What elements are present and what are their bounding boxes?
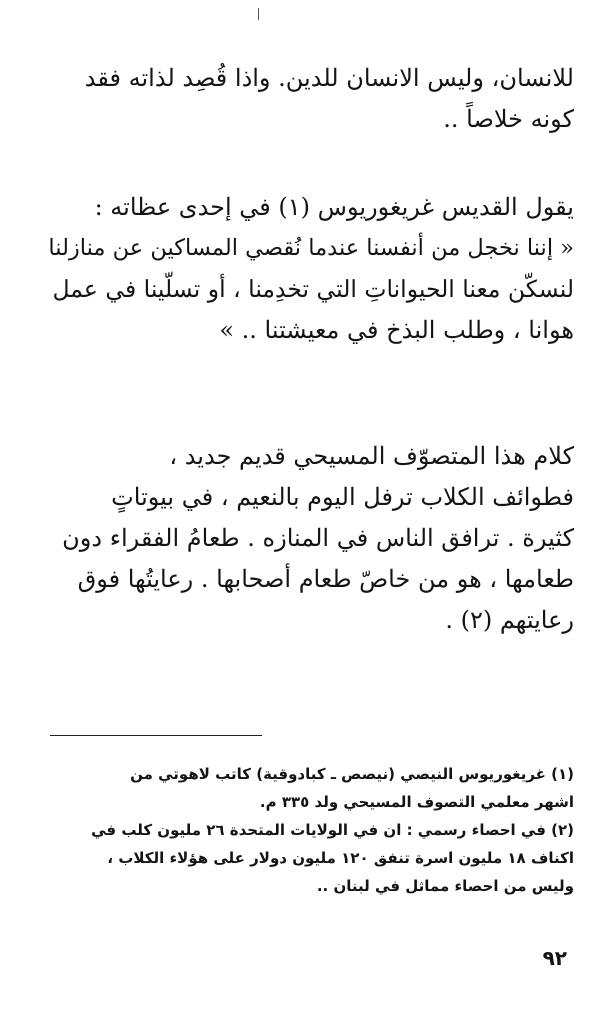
footnote-line: (٢) في احصاء رسمي : ان في الولايات المتحدة ٢٦ مليون كلب في bbox=[91, 821, 574, 839]
paragraph-2 bbox=[48, 187, 574, 351]
paragraph-3 bbox=[48, 436, 574, 641]
paragraph-1 bbox=[48, 58, 574, 140]
footnote-divider bbox=[50, 735, 262, 736]
text-line: « إننا نخجل من أنفسنا عندما نُقصي المساكين عن منازلنا bbox=[48, 235, 574, 261]
text-line: هوانا ، وطلب البذخ في معيشتنا .. » bbox=[219, 316, 574, 344]
text-line: رعايتهم (٢) . bbox=[445, 606, 574, 634]
text-line: فطوائف الكلاب ترفل اليوم بالنعيم ، في بيوتاتٍ bbox=[111, 483, 574, 511]
footnote-line: وليس من احصاء مماثل في لبنان .. bbox=[316, 877, 574, 895]
footnotes bbox=[44, 760, 574, 900]
text-line: كلام هذا المتصوّف المسيحي قديم جديد ، bbox=[169, 442, 574, 470]
text-line: يقول القديس غريغوريوس (١) في إحدى عظاته : bbox=[94, 193, 574, 221]
footnote-line: اكناف ١٨ مليون اسرة تنفق ١٢٠ مليون دولار على هؤلاء الكلاب ، bbox=[107, 849, 574, 867]
scan-mark bbox=[258, 8, 259, 20]
text-line: لنسكّن معنا الحيواناتِ التي تخدِمنا ، أو تسلّينا في عمل bbox=[52, 275, 574, 303]
text-line: طعامها ، هو من خاصّ طعام أصحابها . رعايتُها فوق bbox=[77, 565, 574, 593]
text-line: كونه خلاصاً .. bbox=[443, 105, 574, 133]
text-line: للانسان، وليس الانسان للدين. واذا قُصِد لذاته فقد bbox=[84, 64, 574, 92]
text-line: كثيرة . ترافق الناس في المنازه . طعامُ الفقراء دون bbox=[62, 524, 574, 552]
footnote-line: (١) غريغوريوس النيصي (نيصص ـ كبادوقية) كاتب لاهوتي من bbox=[130, 765, 574, 783]
footnote-line: اشهر معلمي التصوف المسيحي ولد ٣٣٥ م. bbox=[259, 793, 574, 811]
page-number: ٩٢ bbox=[542, 946, 567, 970]
